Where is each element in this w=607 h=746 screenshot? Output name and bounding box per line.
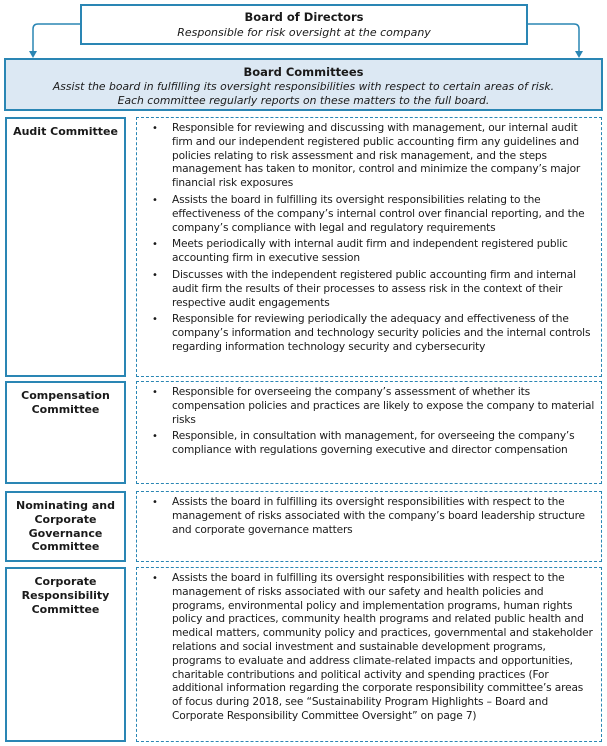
bullet-icon: • bbox=[152, 497, 158, 508]
responsibility-item: • Assists the board in fulfilling its oversight responsibilities relating to the effectiveness of the company’s internal control over financial reporting, and the company’s compliance with legal and regulatory requirements bbox=[152, 193, 585, 234]
responsibility-item: • Meets periodically with internal audit firm and independent registered public accounting firm in executive session bbox=[152, 238, 568, 265]
responsibility-item: • Responsible for reviewing and discussing with management, our internal audit firm and our independent registered public accounting firm any guidelines and policies relating to risk assessment and risk management, and the steps management has taken to monitor, control and minimize the company’s major financial risk exposures bbox=[152, 122, 581, 190]
committee-responsibilities-audit bbox=[136, 117, 602, 377]
committees-description-line1: Assist the board in fulfilling its oversight responsibilities with respect to certain areas of risk. bbox=[52, 79, 555, 93]
right-arrow-head bbox=[575, 51, 583, 58]
committee-responsibilities-nominating-governance bbox=[136, 491, 602, 562]
right-connector bbox=[528, 24, 579, 52]
committees-title: Board Committees bbox=[243, 65, 364, 79]
bullet-icon: • bbox=[152, 269, 158, 281]
committee-name-compensation bbox=[5, 381, 126, 484]
board-committees-box bbox=[4, 58, 603, 111]
responsibility-item: • Discusses with the independent registered public accounting firm and internal audit firm the results of their processes to assess risk in the context of their respective audit engagements bbox=[152, 268, 576, 309]
bullet-icon: • bbox=[152, 387, 158, 398]
bullet-icon: • bbox=[152, 239, 158, 251]
bullet-icon: • bbox=[152, 573, 158, 584]
bullet-icon: • bbox=[152, 314, 158, 326]
responsibility-item: • Responsible for overseeing the company’s assessment of whether its compensation policies and practices are likely to expose the company to material risks bbox=[152, 386, 595, 426]
bullet-icon: • bbox=[152, 431, 158, 443]
committees-description-line2: Each committee regularly reports on these matters to the full board. bbox=[117, 94, 490, 107]
committee-name-label: Corporate Responsibility Committee bbox=[21, 575, 110, 616]
left-arrow-head bbox=[29, 51, 37, 58]
responsibility-item: • Responsible, in consultation with management, for overseeing the company’s compliance with regulations governing executive and director compensation bbox=[152, 430, 575, 457]
committee-name-nominating-governance bbox=[5, 491, 126, 562]
bullet-icon: • bbox=[152, 194, 158, 206]
responsibility-item: • Assists the board in fulfilling its oversight responsibilities with respect to the management of risks associated with the company’s board leadership structure and corporate governance matters bbox=[152, 496, 585, 536]
committee-responsibilities-compensation bbox=[136, 381, 602, 484]
responsibility-item: • Assists the board in fulfilling its oversight responsibilities with respect to the management of risks associated with our safety and health policies and programs, environmental policy and implementation programs, human rights policy and practices, community health programs and related public health and medical matters, community policy and practices, governmental and stakeholder relations and social investment and sustainable development programs, programs to evaluate and address climate-related impacts and opportunities, charitable contributions and political activity and spending practices (For additional information regarding the corporate responsibility committee’s areas of focus during 2018, see “Sustainability Program Highlights – Board and Corporate Responsibility Committee Oversight” on page 7) bbox=[152, 572, 593, 722]
committee-name-corporate-responsibility bbox=[5, 567, 126, 742]
committee-name-audit bbox=[5, 117, 126, 377]
committee-name-label: Compensation Committee bbox=[21, 389, 110, 416]
committee-responsibilities-corporate-responsibility bbox=[136, 567, 602, 742]
board-of-directors-box bbox=[80, 4, 528, 45]
committee-name-label: Audit Committee bbox=[13, 125, 118, 138]
board-title: Board of Directors bbox=[244, 10, 364, 24]
committee-name-label: Nominating and Corporate Governance Committee bbox=[16, 499, 115, 554]
responsibility-item: • Responsible for reviewing periodically the adequacy and effectiveness of the company’s information and technology security policies and the internal controls regarding information technology security and cybersecurity bbox=[152, 313, 591, 353]
left-connector bbox=[33, 24, 80, 52]
bullet-icon: • bbox=[152, 123, 158, 134]
board-subtitle: Responsible for risk oversight at the company bbox=[177, 26, 431, 39]
